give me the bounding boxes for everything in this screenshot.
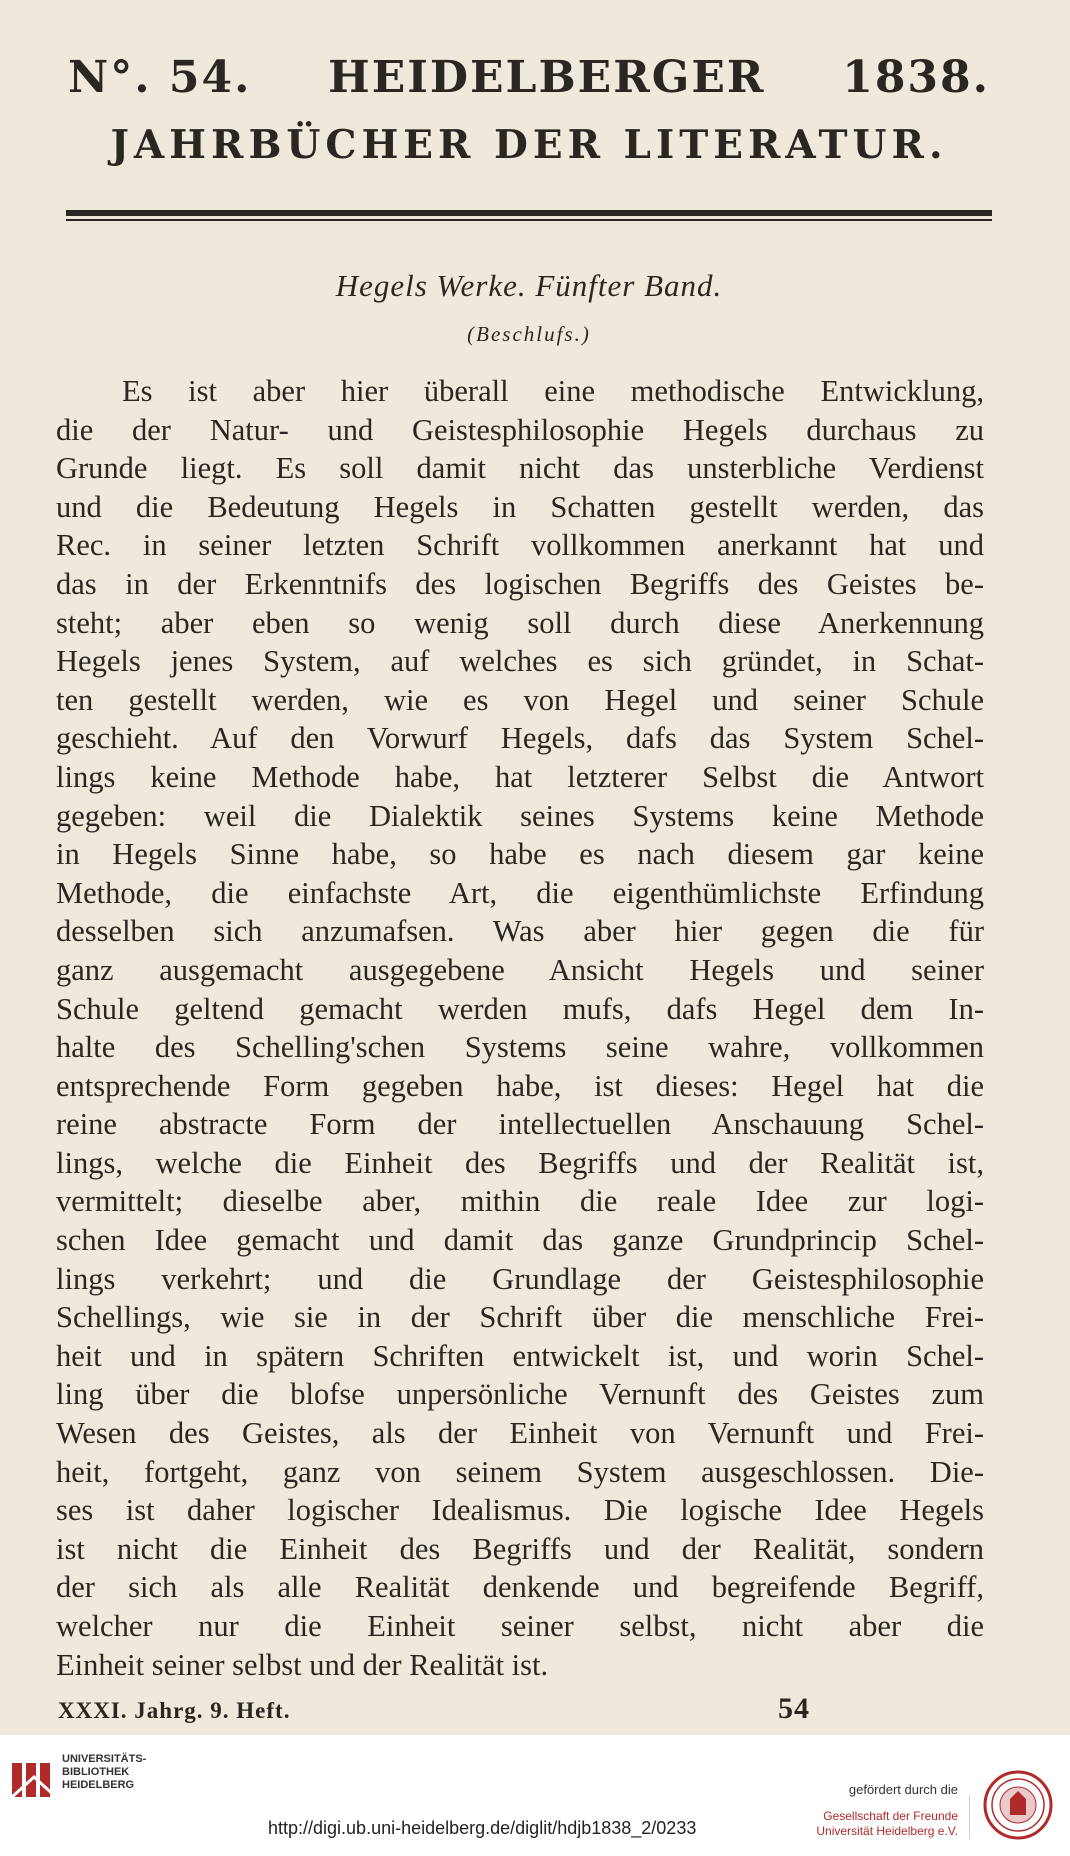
library-logo-icon (10, 1755, 58, 1803)
text-line: der sich als alle Realität denkende und begreifende Begriff, (56, 1570, 984, 1605)
article-title: Hegels Werke. Fünfter Band. (335, 268, 723, 303)
funding-note (816, 1782, 958, 1839)
viewer-footer-bar (0, 1735, 1070, 1856)
page-number: 54 (778, 1692, 810, 1725)
text-line: heit, fortgeht, ganz von seinem System ausgeschlossen. Die- (56, 1454, 984, 1489)
text-line: und die Bedeutung Hegels in Schatten gestellt werden, das (56, 489, 984, 524)
text-line: Rec. in seiner letzten Schrift vollkommen anerkannt hat und (56, 528, 984, 563)
library-name-line1: UNIVERSITÄTS- (62, 1753, 147, 1765)
text-line: welcher nur die Einheit seiner selbst, nicht aber die (56, 1609, 984, 1643)
text-line: Es ist aber hier überall eine methodische Entwicklung, (122, 374, 984, 408)
text-line: ten gestellt werden, wie es von Hegel und seiner Schule (56, 682, 984, 717)
text-line: vermittelt; dieselbe aber, mithin die reale Idee zur logi- (56, 1184, 984, 1219)
text-line: Methode, die einfachste Art, die eigenthümlichste Erfindung (56, 875, 984, 910)
university-seal-icon (982, 1769, 1054, 1841)
text-line: Grunde liegt. Es soll damit nicht das unsterbliche Verdienst (56, 451, 984, 486)
article-body (56, 372, 984, 1684)
text-line: ling über die blofse unpersönliche Vernunft des Geistes zum (56, 1377, 984, 1412)
text-line: ses ist daher logischer Idealismus. Die logische Idee Hegels (56, 1493, 984, 1528)
society-name-line1: Gesellschaft der Freunde (823, 1809, 958, 1823)
library-name-line3: HEIDELBERG (62, 1779, 135, 1791)
text-line: Wesen des Geistes, als der Einheit von Vernunft und Frei- (56, 1416, 984, 1451)
text-line: halte des Schelling'schen Systems seine wahre, vollkommen (56, 1030, 984, 1065)
library-name-line2: BIBLIOTHEK (62, 1766, 130, 1778)
journal-header (68, 52, 990, 103)
text-line: desselben sich anzumafsen. Was aber hier gegen die für (56, 914, 984, 949)
divider (969, 1795, 970, 1839)
text-line: die der Natur- und Geistesphilosophie Hegels durchaus zu (56, 412, 984, 447)
text-line: gegeben: weil die Dialektik seines Systems keine Methode (56, 798, 984, 833)
text-line: heit und in spätern Schriften entwickelt ist, und worin Schel- (56, 1338, 984, 1373)
society-name-line2: Universität Heidelberg e.V. (816, 1824, 958, 1838)
text-line: in Hegels Sinne habe, so habe es nach diesem gar keine (56, 837, 984, 872)
text-line: Einheit seiner selbst und der Realität ist. (56, 1647, 549, 1682)
text-line: entsprechende Form gegeben habe, ist dieses: Hegel hat die (56, 1068, 984, 1103)
text-line: geschieht. Auf den Vorwurf Hegels, dafs das System Schel- (56, 721, 984, 756)
journal-subtitle: JAHRBÜCHER DER LITERATUR. (110, 122, 948, 168)
library-name (62, 1753, 146, 1792)
text-line: lings verkehrt; und die Grundlage der Geistesphilosophie (56, 1261, 984, 1296)
text-line: Schellings, wie sie in der Schrift über die menschliche Frei- (56, 1300, 984, 1335)
text-line: reine abstracte Form der intellectuellen Anschauung Schel- (56, 1107, 984, 1142)
issue-number: N°. 54. (68, 52, 252, 103)
text-line: das in der Erkenntnifs des logischen Begriffs des Geistes be- (56, 566, 984, 601)
text-line: lings keine Methode habe, hat letzterer Selbst die Antwort (56, 759, 984, 794)
text-line: ist nicht die Einheit des Begriffs und der Realität, sondern (56, 1531, 984, 1566)
permalink-url[interactable]: http://digi.ub.uni-heidelberg.de/diglit/hdjb1838_2/0233 (268, 1818, 697, 1838)
header-rule-thick (66, 210, 992, 216)
text-line: ganz ausgemacht ausgegebene Ansicht Hegels und seiner (56, 952, 984, 987)
funded-by-label: gefördert durch die (848, 1782, 958, 1797)
text-line: Hegels jenes System, auf welches es sich gründet, in Schat- (56, 644, 984, 679)
header-rule-thin (66, 219, 992, 221)
text-line: schen Idee gemacht und damit das ganze Grundprincip Schel- (56, 1223, 984, 1258)
text-line: lings, welche die Einheit des Begriffs und der Realität ist, (56, 1145, 984, 1180)
text-line: Schule geltend gemacht werden mufs, dafs Hegel dem In- (56, 991, 984, 1026)
text-line: steht; aber eben so wenig soll durch diese Anerkennung (56, 605, 984, 640)
journal-year: 1838. (842, 52, 990, 103)
journal-name: HEIDELBERGER (328, 52, 766, 103)
signature-mark: XXXI. Jahrg. 9. Heft. (58, 1698, 291, 1723)
article-subtitle: (Beschlufs.) (467, 322, 591, 346)
